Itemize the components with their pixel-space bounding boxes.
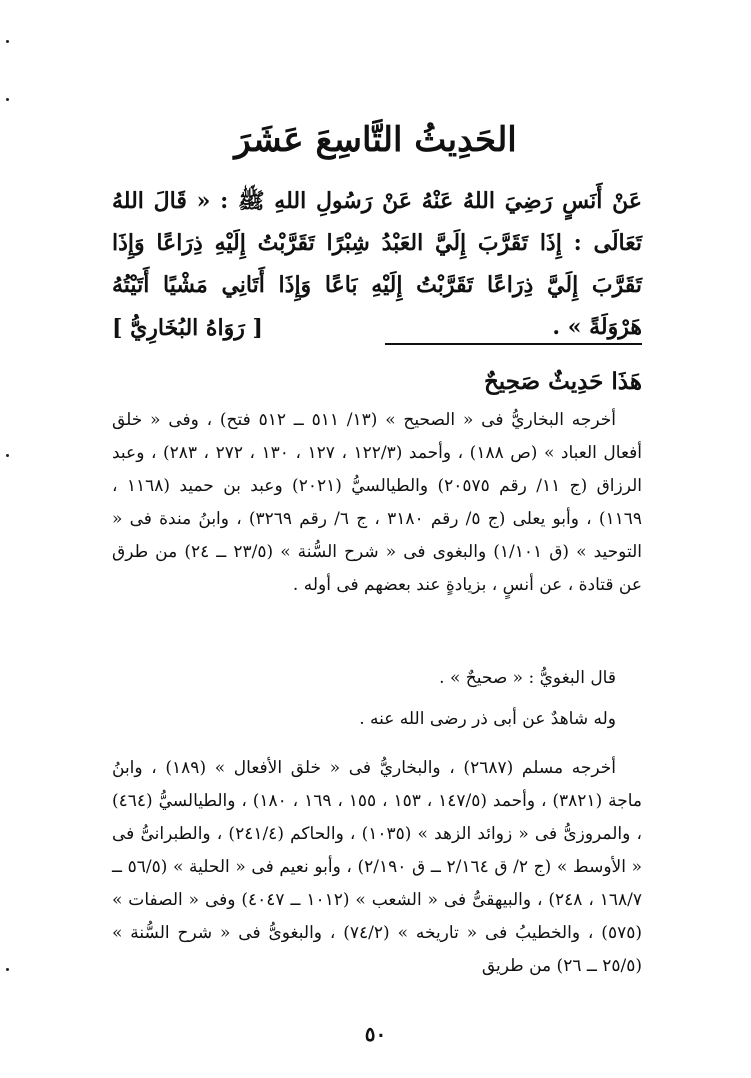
commentary-paragraph: قال البغويُّ : « صحيحٌ » .	[439, 668, 616, 688]
page-number: ٥٠	[364, 1022, 387, 1046]
hadith-attribution: [ رَوَاهُ البُخَارِيُّ ]	[112, 315, 263, 341]
commentary-paragraph: أخرجه مسلم (٢٦٨٧) ، والبخاريُّ فى « خلق الأفعال » (١٨٩) ، وابنُ ماجة (٣٨٢١) ، وأحمد (١٤٧/٥ ، ١٥٣ ، ١٥٥ ، ١٦٩ ، ١٨٠) ، والطيالسيُّ (٤٦٤) ، والمروزىُّ فى « زوائد الزهد » (١٠٣٥) ، والحاكم (٢٤١/٤) ، والطبرانىُّ فى « الأوسط » (ج ٢/ ق ٢/١٦٤ ــ ق ٢/١٩٠) ، وأبو نعيم فى « الحلية » (٥٦/٥ ــ ١٦٨/٧ ، ٢٤٨) ، والبيهقىُّ فى « الشعب » (١٠١٢ ــ ٤٠٤٧) وفى « الصفات » (٥٧٥) ، والخطيبُ فى « تاريخه » (٧٤/٢) ، والبغوىُّ فى « شرح السُّنة » (٢٥/٥ ــ ٢٦) من طريق	[112, 758, 642, 976]
margin-speck	[6, 98, 9, 101]
commentary-block	[112, 662, 642, 695]
margin-speck	[6, 454, 9, 457]
section-subtitle: هَذَا حَدِيثٌ صَحِيحٌ	[483, 368, 642, 395]
commentary-block	[112, 404, 642, 602]
commentary-paragraph: وله شاهدٌ عن أبى ذر رضى الله عنه .	[359, 709, 616, 729]
chapter-title: الحَدِيثُ التَّاسِعَ عَشَرَ	[234, 120, 517, 160]
hadith-paragraph: عَنْ أَنَسٍ رَضِيَ اللهُ عَنْهُ عَنْ رَسُولِ اللهِ ﷺ : « قَالَ اللهُ تَعَالَى : إِذَا تَقَرَّبَ إِلَيَّ العَبْدُ شِبْرًا تَقَرَّبْتُ إِلَيْهِ ذِرَاعًا وَإِذَا تَقَرَّبَ إِلَيَّ ذِرَاعًا تَقَرَّبْتُ إِلَيْهِ بَاعًا وَإِذَا أَتَانِي مَشْيًا أَتَيْتُهُ هَرْوَلَةً » .	[112, 188, 642, 340]
commentary-paragraph: أخرجه البخاريُّ فى « الصحيح » (١٣/ ٥١١ ــ ٥١٢ فتح) ، وفى « خلق أفعال العباد » (ص ١٨٨) ، وأحمد (١٢٢/٣ ، ١٢٧ ، ١٣٠ ، ٢٧٢ ، ٢٨٣) ، وعبد الرزاق (ج ١١/ رقم ٢٠٥٧٥) والطيالسيُّ (٢٠٢١) وعبد بن حميد (١١٦٨ ، ١١٦٩) ، وأبو يعلى (ج ٥/ رقم ٣١٨٠ ، ج ٦/ رقم ٣٢٦٩) ، وابنُ مندة فى « التوحيد » (ق ١/١٠١) والبغوى فى « شرح السُّنة » (٢٣/٥ ــ ٢٤) من طرق عن قتادة ، عن أنسٍ ، بزيادةٍ عند بعضهم فى أوله .	[112, 410, 643, 595]
commentary-block	[112, 703, 642, 736]
margin-speck	[6, 968, 9, 971]
section-divider	[385, 343, 642, 345]
margin-speck	[6, 40, 9, 43]
commentary-block	[112, 752, 642, 983]
